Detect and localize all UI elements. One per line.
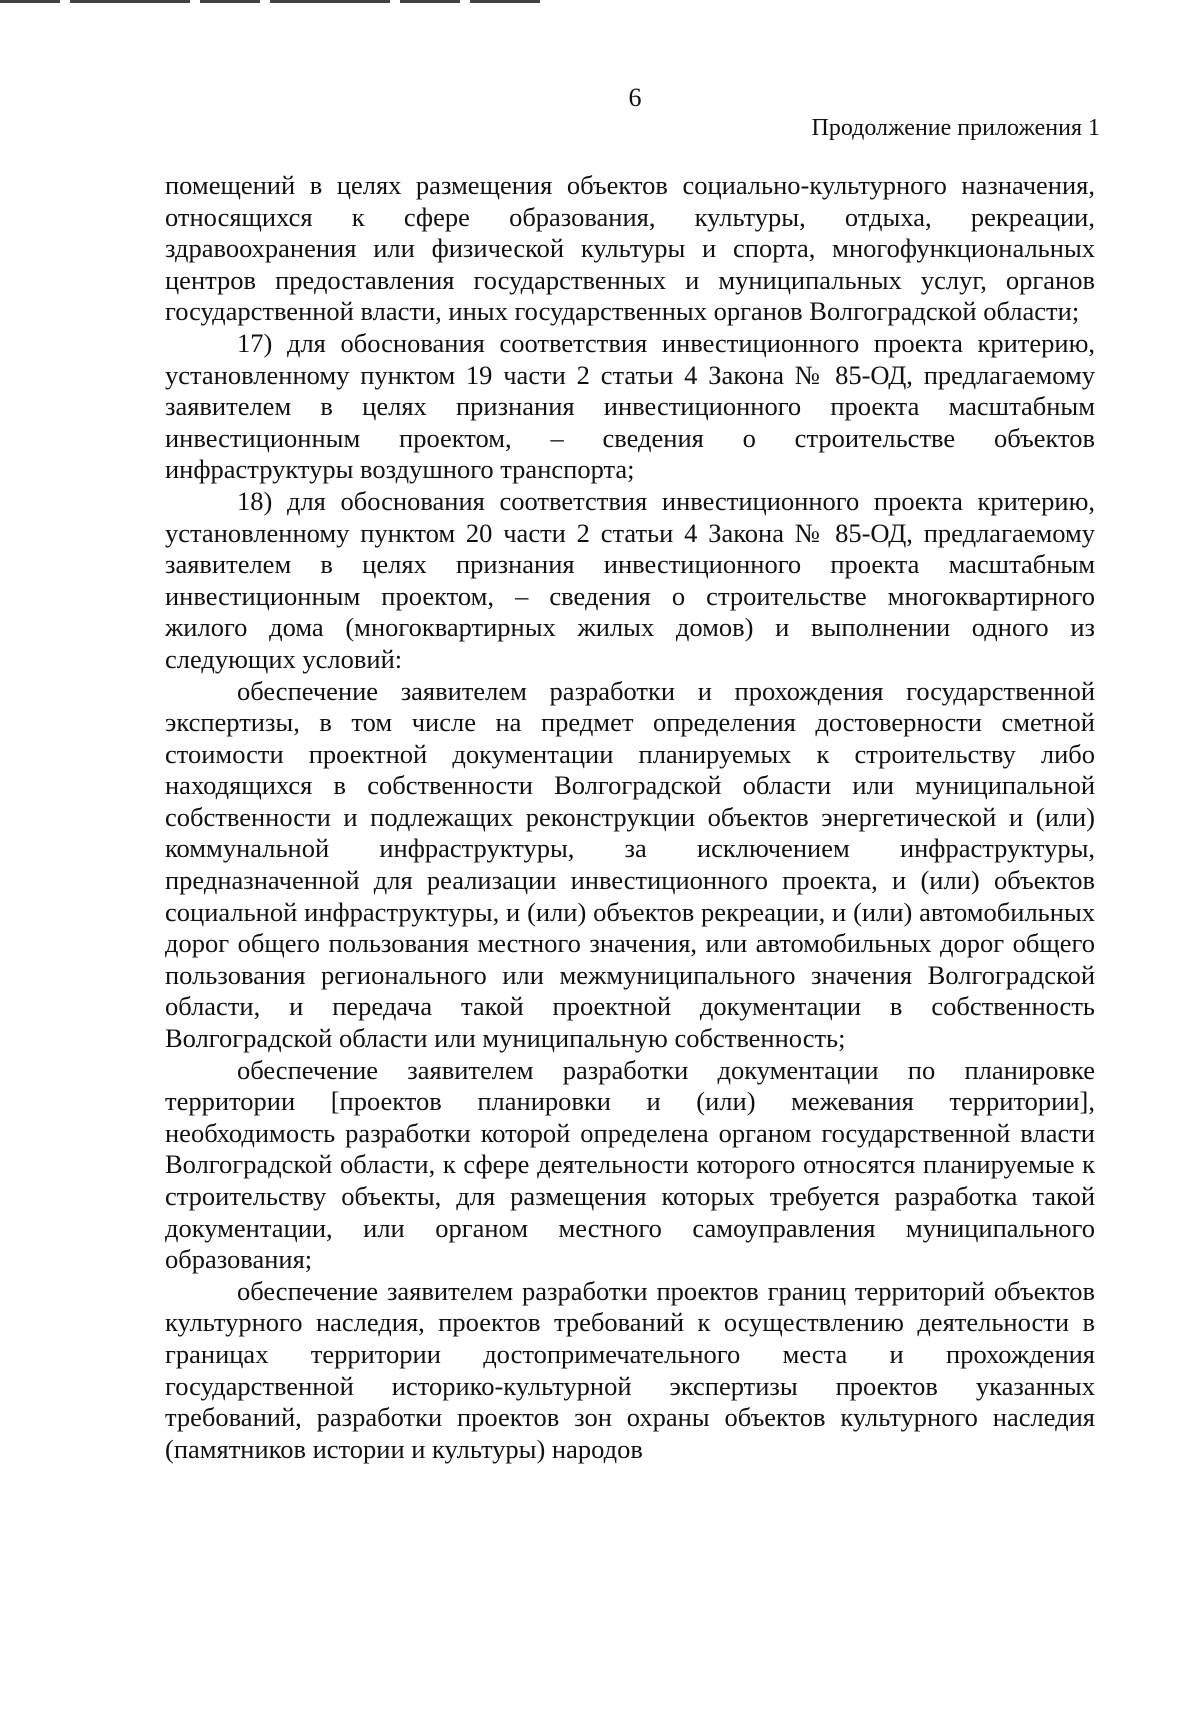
- appendix-continuation-note: Продолжение приложения 1: [811, 115, 1100, 141]
- page-number: 6: [628, 83, 642, 112]
- paragraph-condition-2: обеспечение заявителем разработки документации по планировке территории [проектов планировки и (или) межевания территории], необходимость разработки которой определена органом государственной власти Волгоградской области, к сфере деятельности которого относятся планируемые к строительству объекты, для размещения которых требуется разработка такой документации, или органом местного самоуправления муниципального образования;: [165, 1054, 1095, 1275]
- scan-border-artifact: [0, 0, 540, 3]
- paragraph-continuation: помещений в целях размещения объектов социально-культурного назначения, относящихся к сфере образования, культуры, отдыха, рекреации, здравоохранения или физической культуры и спорта, многофункциональных центров предоставления государственных и муниципальных услуг, органов государственной власти, иных государственных органов Волгоградской области;: [165, 170, 1095, 327]
- paragraph-condition-3: обеспечение заявителем разработки проектов границ территорий объектов культурного наследия, проектов требований к осуществлению деятельности в границах территории достопримечательного места и прохождения государственной историко-культурной экспертизы проектов указанных требований, разработки проектов зон охраны объектов культурного наследия (памятников истории и культуры) народов: [165, 1275, 1095, 1464]
- document-body: [165, 170, 1095, 1465]
- paragraph-item-17: 17) для обоснования соответствия инвестиционного проекта критерию, установленному пунктом 19 части 2 статьи 4 Закона № 85-ОД, предлагаемому заявителем в целях признания инвестиционного проекта масштабным инвестиционным проектом, – сведения о строительстве объектов инфраструктуры воздушного транспорта;: [165, 327, 1095, 485]
- paragraph-item-18: 18) для обоснования соответствия инвестиционного проекта критерию, установленному пунктом 20 части 2 статьи 4 Закона № 85-ОД, предлагаемому заявителем в целях признания инвестиционного проекта масштабным инвестиционным проектом, – сведения о строительстве многоквартирного жилого дома (многоквартирных жилых домов) и выполнении одного из следующих условий:: [165, 485, 1095, 674]
- paragraph-condition-1: обеспечение заявителем разработки и прохождения государственной экспертизы, в том числе на предмет определения достоверности сметной стоимости проектной документации планируемых к строительству либо находящихся в собственности Волгоградской области или муниципальной собственности и подлежащих реконструкции объектов энергетической и (или) коммунальной инфраструктуры, за исключением инфраструктуры, предназначенной для реализации инвестиционного проекта, и (или) объектов социальной инфраструктуры, и (или) объектов рекреации, и (или) автомобильных дорог общего пользования местного значения, или автомобильных дорог общего пользования регионального или межмуниципального значения Волгоградской области, и передача такой проектной документации в собственность Волгоградской области или муниципальную собственность;: [165, 675, 1095, 1054]
